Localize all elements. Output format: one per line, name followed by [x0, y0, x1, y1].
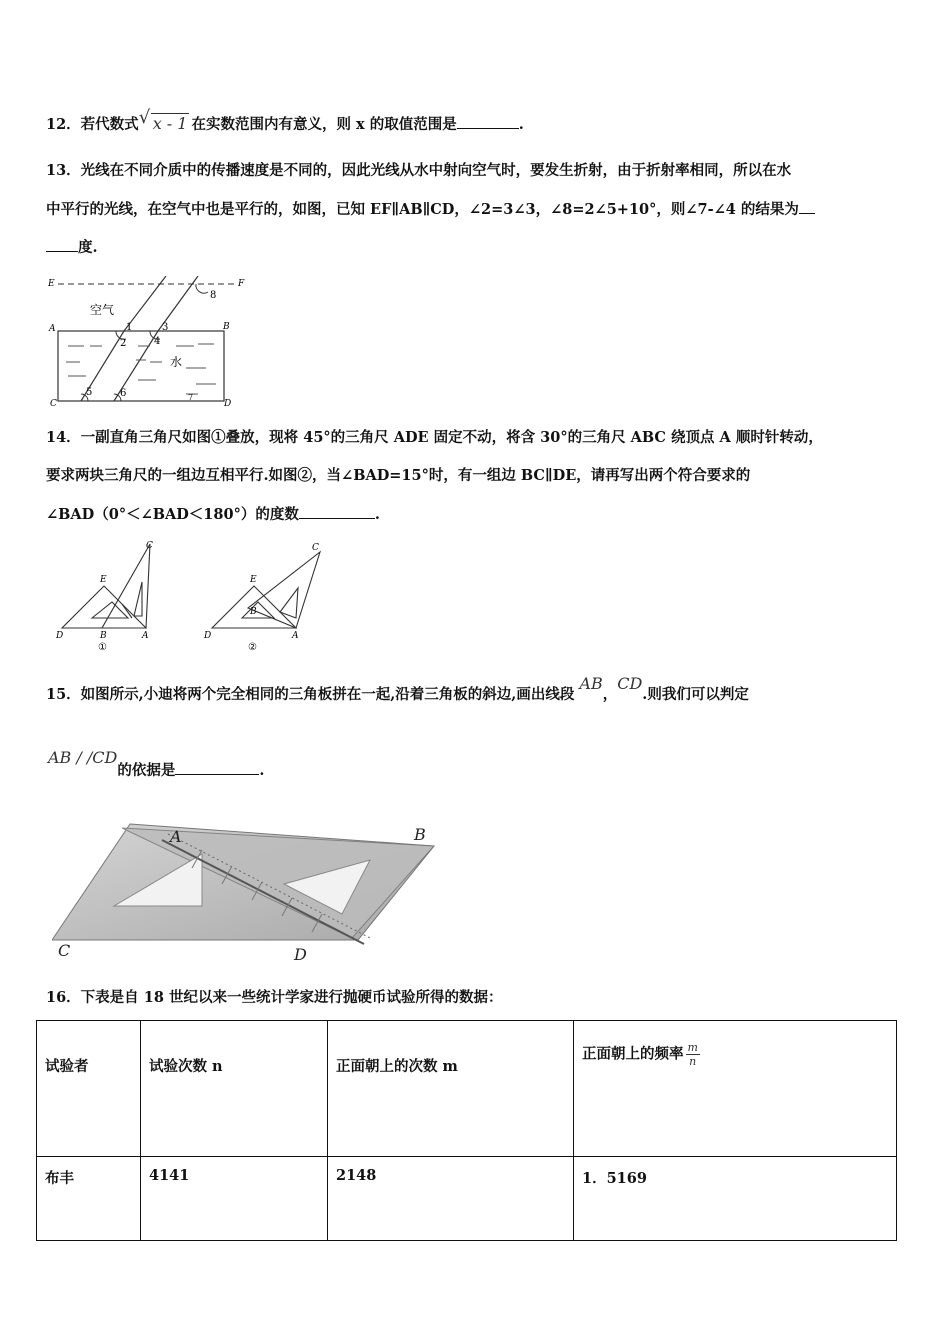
fig2-d: D: [204, 631, 212, 641]
label-a: A: [49, 324, 56, 334]
fig2-a: A: [292, 631, 299, 641]
answer-blank: [457, 114, 519, 129]
q16-intro: 16．下表是自 18 世纪以来一些统计学家进行抛硬币试验所得的数据：: [46, 989, 503, 1006]
q13-line2-text: 中平行的光线，在空气中也是平行的，如图，已知 EF∥AB∥CD，∠2=3∠3，∠8=2∠5+10°，则∠7-∠4 的结果为: [46, 201, 799, 218]
q15-line1-text: 15．如图所示,小迪将两个完全相同的三角板拼在一起,沿着三角板的斜边,画出线段: [46, 686, 575, 703]
cell-experimenter: 布丰: [37, 1157, 141, 1241]
header-frequency: 正面朝上的频率: [582, 1045, 684, 1063]
answer-blank: [175, 760, 259, 775]
q15-line1: [46, 674, 749, 705]
q14-line2: 要求两块三角尺的一组边互相平行.如图②，当∠BAD=15°时，有一组边 BC∥DE，请再写出两个符合要求的: [46, 467, 751, 484]
q15-comma: ，: [602, 686, 618, 703]
radicand: x - 1: [152, 114, 188, 133]
label-b: B: [223, 322, 230, 332]
q14-end: .: [374, 506, 380, 523]
set-squares-photo: [52, 820, 442, 962]
triangle-rulers-figure: [52, 538, 322, 653]
angle-1: 1: [126, 322, 133, 333]
q13-line2: [46, 199, 815, 220]
question-12: [46, 107, 524, 135]
angle-2: 2: [120, 338, 127, 349]
q15-line2: [46, 748, 265, 781]
q12-number: 12．若代数式: [46, 116, 139, 133]
angle-5: 5: [86, 387, 93, 398]
fig2-c: C: [312, 543, 319, 553]
q15-line1-end: .则我们可以判定: [642, 686, 749, 703]
triangle-ade-1: [62, 586, 146, 628]
fig1-a: A: [142, 631, 149, 641]
header-experimenter: 试验者: [37, 1021, 141, 1157]
fig1-e: E: [100, 575, 107, 585]
table-header-row: [37, 1021, 897, 1157]
angle-8: 8: [210, 290, 217, 301]
photo-label-d: D: [294, 945, 307, 962]
caption-2: ②: [248, 642, 257, 653]
photo-label-c: C: [58, 941, 71, 960]
answer-blank: [299, 504, 375, 519]
frac-denominator: n: [689, 1055, 697, 1068]
answer-blank: [46, 237, 78, 252]
label-air: 空气: [90, 303, 115, 317]
label-e: E: [48, 279, 55, 289]
coin-toss-table: [36, 1020, 897, 1241]
q12-text: 在实数范围内有意义，则 x 的取值范围是: [191, 116, 457, 133]
q13-line1: 13．光线在不同介质中的传播速度是不同的，因此光线从水中射向空气时，要发生折射，由于折射率相同，所以在水: [46, 162, 792, 179]
frac-numerator: m: [687, 1041, 698, 1054]
photo-label-b: B: [414, 825, 426, 844]
q14-line1: 14．一副直角三角尺如图①叠放，现将 45°的三角尺 ADE 固定不动，将含 30°的三角尺 ABC 绕顶点 A 顺时针转动，: [46, 429, 823, 446]
photo-label-a: A: [170, 827, 182, 846]
cell-frequency: 1．5169: [574, 1157, 897, 1241]
fig2-b: B: [250, 607, 257, 617]
answer-blank: [799, 199, 815, 214]
segment-cd: CD: [617, 674, 643, 693]
label-c: C: [50, 399, 57, 408]
q13-end: 度.: [78, 239, 98, 256]
header-heads-count: 正面朝上的次数 m: [328, 1021, 574, 1157]
fig1-c: C: [146, 541, 153, 551]
q12-end: .: [518, 116, 524, 133]
angle-6: 6: [120, 388, 127, 399]
segment-ab: AB: [579, 674, 603, 693]
angle-3: 3: [162, 322, 169, 333]
caption-1: ①: [98, 642, 107, 653]
cell-trials: 4141: [141, 1157, 328, 1241]
water-box: [58, 331, 224, 401]
header-frequency-cell: [574, 1021, 897, 1157]
q13-line3: [46, 237, 98, 258]
refraction-figure: [46, 276, 246, 408]
table-row: [37, 1157, 897, 1241]
q14-line3-text: ∠BAD（0°＜∠BAD＜180°）的度数: [46, 506, 299, 523]
q15-end: .: [259, 762, 265, 779]
fraction-m-over-n: [686, 1041, 700, 1068]
cell-heads: 2148: [328, 1157, 574, 1241]
label-water: 水: [170, 355, 183, 369]
fig1-b: B: [100, 631, 107, 641]
fig2-e: E: [250, 575, 257, 585]
angle-4: 4: [154, 336, 161, 347]
label-d: D: [224, 399, 232, 408]
sqrt-expression: √ x - 1: [138, 107, 188, 133]
angle-7: 7: [188, 393, 194, 402]
fig1-d: D: [56, 631, 64, 641]
label-f: F: [238, 279, 245, 289]
q14-line3: [46, 504, 380, 525]
ab-parallel-cd: AB / /CD: [48, 748, 118, 767]
header-trials: 试验次数 n: [141, 1021, 328, 1157]
q15-line2-text: 的依据是: [117, 762, 176, 779]
